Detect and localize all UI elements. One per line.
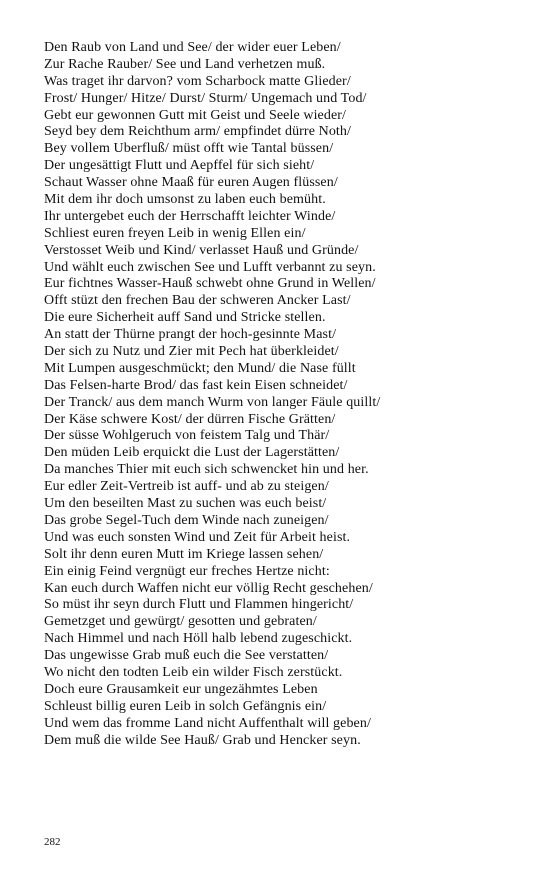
poem-line: Eur edler Zeit-Vertreib ist auff- und ab zu steigen/	[44, 479, 329, 495]
poem-line: Da manches Thier mit euch sich schwencket hin und her.	[44, 462, 369, 478]
poem-line: Eur fichtnes Wasser-Hauß schwebt ohne Grund in Wellen/	[44, 276, 376, 292]
poem-line: Der Tranck/ aus dem manch Wurm von langer Fäule quillt/	[44, 394, 381, 410]
poem-line: Schaut Wasser ohne Maaß für euren Augen flüssen/	[44, 175, 338, 191]
poem-line: Ein einig Feind vergnügt eur freches Hertze nicht:	[44, 563, 330, 579]
poem-line: An statt der Thürne prangt der hoch-gesinnte Mast/	[44, 327, 337, 343]
poem-line: Schleust billig euren Leib in solch Gefängnis ein/	[44, 698, 327, 714]
poem-line: Was traget ihr darvon? vom Scharbock matte Glieder/	[44, 73, 351, 89]
poem-line: Der Käse schwere Kost/ der dürren Fische Grätten/	[44, 411, 336, 427]
poem-line: Um den beseilten Mast zu suchen was euch beist/	[44, 496, 327, 512]
poem-line: Gemetzget und gewürgt/ gesotten und gebraten/	[44, 614, 317, 630]
poem-line: Seyd bey dem Reichthum arm/ empfindet dürre Noth/	[44, 124, 351, 140]
poem-line: Das grobe Segel-Tuch dem Winde nach zuneigen/	[44, 512, 329, 528]
poem-line: Schliest euren freyen Leib in wenig Ellen ein/	[44, 225, 306, 241]
poem-line: Frost/ Hunger/ Hitze/ Durst/ Sturm/ Ungemach und Tod/	[44, 90, 367, 106]
poem-line: Der ungesättigt Flutt und Aepffel für sich sieht/	[44, 158, 315, 174]
poem-line: Das Felsen-harte Brod/ das fast kein Eisen schneidet/	[44, 377, 348, 393]
poem-line: Verstosset Weib und Kind/ verlasset Hauß und Gründe/	[44, 242, 359, 258]
poem-line: Wo nicht den todten Leib ein wilder Fisch zerstückt.	[44, 664, 343, 680]
poem-line: Zur Rache Rauber/ See und Land verhetzen muß.	[44, 56, 326, 72]
poem-line: Und wem das fromme Land nicht Auffenthalt will geben/	[44, 715, 371, 731]
poem-line: Der sich zu Nutz und Zier mit Pech hat überkleidet/	[44, 344, 339, 360]
poem-line: Die eure Sicherheit auff Sand und Stricke stellen.	[44, 310, 326, 326]
poem-line: Und was euch sonsten Wind und Zeit für Arbeit heist.	[44, 529, 351, 545]
poem-line: So müst ihr seyn durch Flutt und Flammen hingericht/	[44, 597, 354, 613]
poem-line: Den müden Leib erquickt die Lust der Lagerstätten/	[44, 445, 340, 461]
poem-line: Der süsse Wohlgeruch von feistem Talg und Thär/	[44, 428, 330, 444]
poem-text	[44, 40, 534, 749]
page-number: 282	[44, 836, 61, 848]
poem-line: Offt stüzt den frechen Bau der schweren Ancker Last/	[44, 293, 351, 309]
poem-line: Solt ihr denn euren Mutt im Kriege lassen sehen/	[44, 546, 324, 562]
poem-line: Doch eure Grausamkeit eur ungezähmtes Leben	[44, 681, 318, 697]
poem-line: Gebt eur gewonnen Gutt mit Geist und Seele wieder/	[44, 107, 347, 123]
poem-line: Mit dem ihr doch umsonst zu laben euch bemüht.	[44, 192, 326, 208]
poem-line: Kan euch durch Waffen nicht eur völlig Recht geschehen/	[44, 580, 373, 596]
poem-line: Das ungewisse Grab muß euch die See verstatten/	[44, 648, 329, 664]
poem-line: Und wählt euch zwischen See und Lufft verbannt zu seyn.	[44, 259, 376, 275]
poem-line: Bey vollem Uberfluß/ müst offt wie Tantal büssen/	[44, 141, 334, 157]
poem-line: Ihr untergebet euch der Herrschafft leichter Winde/	[44, 208, 336, 224]
poem-line: Nach Himmel und nach Höll halb lebend zugeschickt.	[44, 631, 353, 647]
poem-line: Dem muß die wilde See Hauß/ Grab und Hencker seyn.	[44, 732, 361, 748]
poem-line: Den Raub von Land und See/ der wider euer Leben/	[44, 40, 341, 55]
poem-line: Mit Lumpen ausgeschmückt; den Mund/ die Nase füllt	[44, 360, 356, 376]
